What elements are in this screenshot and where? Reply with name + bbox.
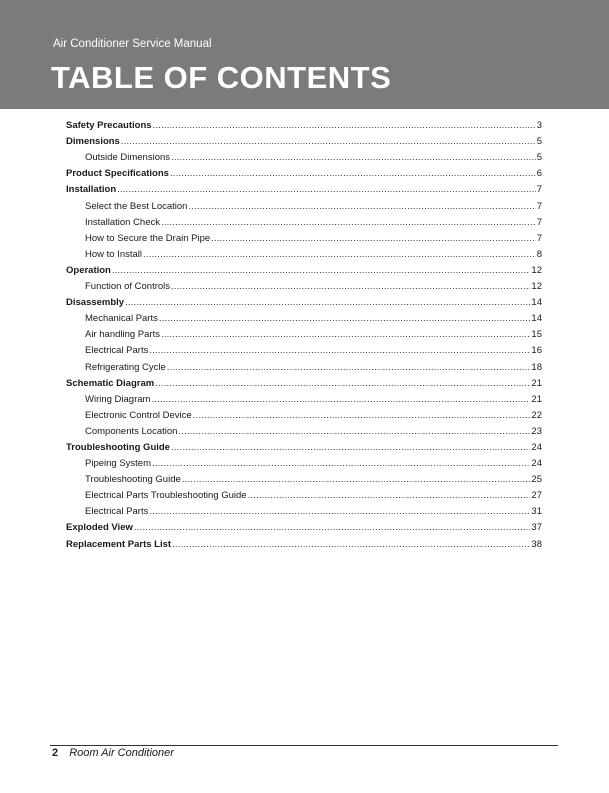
toc-page-number: 15 — [531, 329, 542, 341]
toc-page-number: 5 — [536, 136, 542, 148]
toc-leader-dots — [171, 152, 536, 163]
table-of-contents — [66, 115, 542, 550]
toc-leader-dots — [117, 184, 536, 195]
footer — [52, 747, 174, 759]
toc-leader-dots — [178, 426, 530, 437]
toc-label: Installation Check — [85, 216, 160, 228]
toc-leader-dots — [182, 474, 531, 485]
toc-subsection[interactable] — [66, 389, 542, 405]
toc-section[interactable] — [66, 517, 542, 533]
toc-section[interactable] — [66, 163, 542, 179]
toc-page-number: 31 — [531, 506, 542, 518]
toc-leader-dots — [172, 539, 530, 550]
toc-leader-dots — [134, 522, 531, 533]
toc-label: Select the Best Location — [85, 200, 188, 212]
toc-page-number: 7 — [536, 216, 542, 228]
toc-label: Air handling Parts — [85, 329, 160, 341]
toc-section[interactable] — [66, 260, 542, 276]
toc-subsection[interactable] — [66, 485, 542, 501]
toc-page-number: 24 — [531, 458, 542, 470]
page-title: TABLE OF CONTENTS — [51, 60, 392, 95]
toc-leader-dots — [125, 297, 530, 308]
toc-label: Components Location — [85, 425, 178, 437]
toc-subsection[interactable] — [66, 453, 542, 469]
toc-leader-dots — [167, 362, 531, 373]
toc-leader-dots — [112, 265, 531, 276]
toc-page-number: 25 — [531, 474, 542, 486]
toc-section[interactable] — [66, 131, 542, 147]
toc-label: Refrigerating Cycle — [85, 361, 166, 373]
toc-leader-dots — [153, 120, 536, 131]
toc-page-number: 14 — [531, 313, 542, 325]
toc-section[interactable] — [66, 373, 542, 389]
toc-label: Schematic Diagram — [66, 377, 155, 389]
toc-page-number: 16 — [531, 345, 542, 357]
toc-label: Outside Dimensions — [85, 152, 171, 164]
toc-leader-dots — [188, 201, 535, 212]
header-band — [0, 0, 609, 109]
toc-subsection[interactable] — [66, 228, 542, 244]
toc-section[interactable] — [66, 533, 542, 549]
toc-leader-dots — [121, 136, 536, 147]
toc-subsection[interactable] — [66, 324, 542, 340]
toc-label: Electronic Control Device — [85, 409, 192, 421]
toc-section[interactable] — [66, 292, 542, 308]
toc-page-number: 14 — [531, 297, 542, 309]
toc-leader-dots — [155, 378, 530, 389]
toc-leader-dots — [171, 442, 530, 453]
toc-page-number: 27 — [531, 490, 542, 502]
toc-leader-dots — [151, 394, 530, 405]
toc-leader-dots — [171, 281, 530, 292]
toc-label: Safety Precautions — [66, 120, 152, 132]
toc-subsection[interactable] — [66, 195, 542, 211]
toc-subsection[interactable] — [66, 405, 542, 421]
toc-subsection[interactable] — [66, 340, 542, 356]
toc-page-number: 6 — [536, 168, 542, 180]
toc-label: Disassembly — [66, 297, 125, 309]
toc-subsection[interactable] — [66, 147, 542, 163]
toc-subsection[interactable] — [66, 501, 542, 517]
footer-divider — [50, 745, 558, 746]
toc-leader-dots — [161, 217, 536, 228]
toc-page-number: 23 — [531, 425, 542, 437]
toc-subsection[interactable] — [66, 276, 542, 292]
toc-label: Function of Controls — [85, 281, 171, 293]
toc-label: Mechanical Parts — [85, 313, 158, 325]
toc-section[interactable] — [66, 437, 542, 453]
toc-page-number: 12 — [531, 264, 542, 276]
toc-subsection[interactable] — [66, 212, 542, 228]
toc-label: Pipeing System — [85, 458, 152, 470]
toc-subsection[interactable] — [66, 469, 542, 485]
toc-subsection[interactable] — [66, 244, 542, 260]
toc-label: Electrical Parts — [85, 345, 149, 357]
footer-text: Room Air Conditioner — [69, 747, 174, 759]
toc-label: Dimensions — [66, 136, 120, 148]
toc-leader-dots — [149, 506, 530, 517]
toc-section[interactable] — [66, 179, 542, 195]
toc-label: Product Specifications — [66, 168, 169, 180]
toc-leader-dots — [149, 345, 530, 356]
toc-label: Installation — [66, 184, 117, 196]
toc-subsection[interactable] — [66, 308, 542, 324]
toc-label: Troubleshooting Guide — [85, 474, 181, 486]
toc-page-number: 12 — [531, 281, 542, 293]
toc-page-number: 24 — [531, 441, 542, 453]
toc-label: Operation — [66, 264, 111, 276]
toc-label: Exploded View — [66, 522, 133, 534]
toc-page-number: 7 — [536, 184, 542, 196]
toc-page-number: 21 — [531, 393, 542, 405]
toc-label: How to Install — [85, 248, 143, 260]
toc-leader-dots — [152, 458, 530, 469]
toc-label: Replacement Parts List — [66, 538, 172, 550]
footer-page-number: 2 — [52, 747, 59, 759]
toc-label: Electrical Parts — [85, 506, 149, 518]
toc-leader-dots — [193, 410, 531, 421]
manual-title: Air Conditioner Service Manual — [53, 38, 212, 50]
toc-page-number: 38 — [531, 538, 542, 550]
toc-section[interactable] — [66, 115, 542, 131]
toc-label: How to Secure the Drain Pipe — [85, 232, 211, 244]
toc-leader-dots — [170, 168, 536, 179]
toc-subsection[interactable] — [66, 421, 542, 437]
toc-label: Wiring Diagram — [85, 393, 151, 405]
toc-page-number: 7 — [536, 200, 542, 212]
toc-page-number: 7 — [536, 232, 542, 244]
toc-leader-dots — [161, 329, 530, 340]
toc-page-number: 18 — [531, 361, 542, 373]
toc-label: Troubleshooting Guide — [66, 441, 170, 453]
toc-page-number: 8 — [536, 248, 542, 260]
toc-page-number: 21 — [531, 377, 542, 389]
toc-label: Electrical Parts Troubleshooting Guide — [85, 490, 247, 502]
toc-leader-dots — [248, 490, 531, 501]
toc-subsection[interactable] — [66, 356, 542, 372]
toc-leader-dots — [211, 233, 536, 244]
toc-page-number: 5 — [536, 152, 542, 164]
toc-page-number: 3 — [536, 120, 542, 132]
toc-leader-dots — [159, 313, 531, 324]
toc-page-number: 22 — [531, 409, 542, 421]
toc-leader-dots — [143, 249, 536, 260]
toc-page-number: 37 — [531, 522, 542, 534]
